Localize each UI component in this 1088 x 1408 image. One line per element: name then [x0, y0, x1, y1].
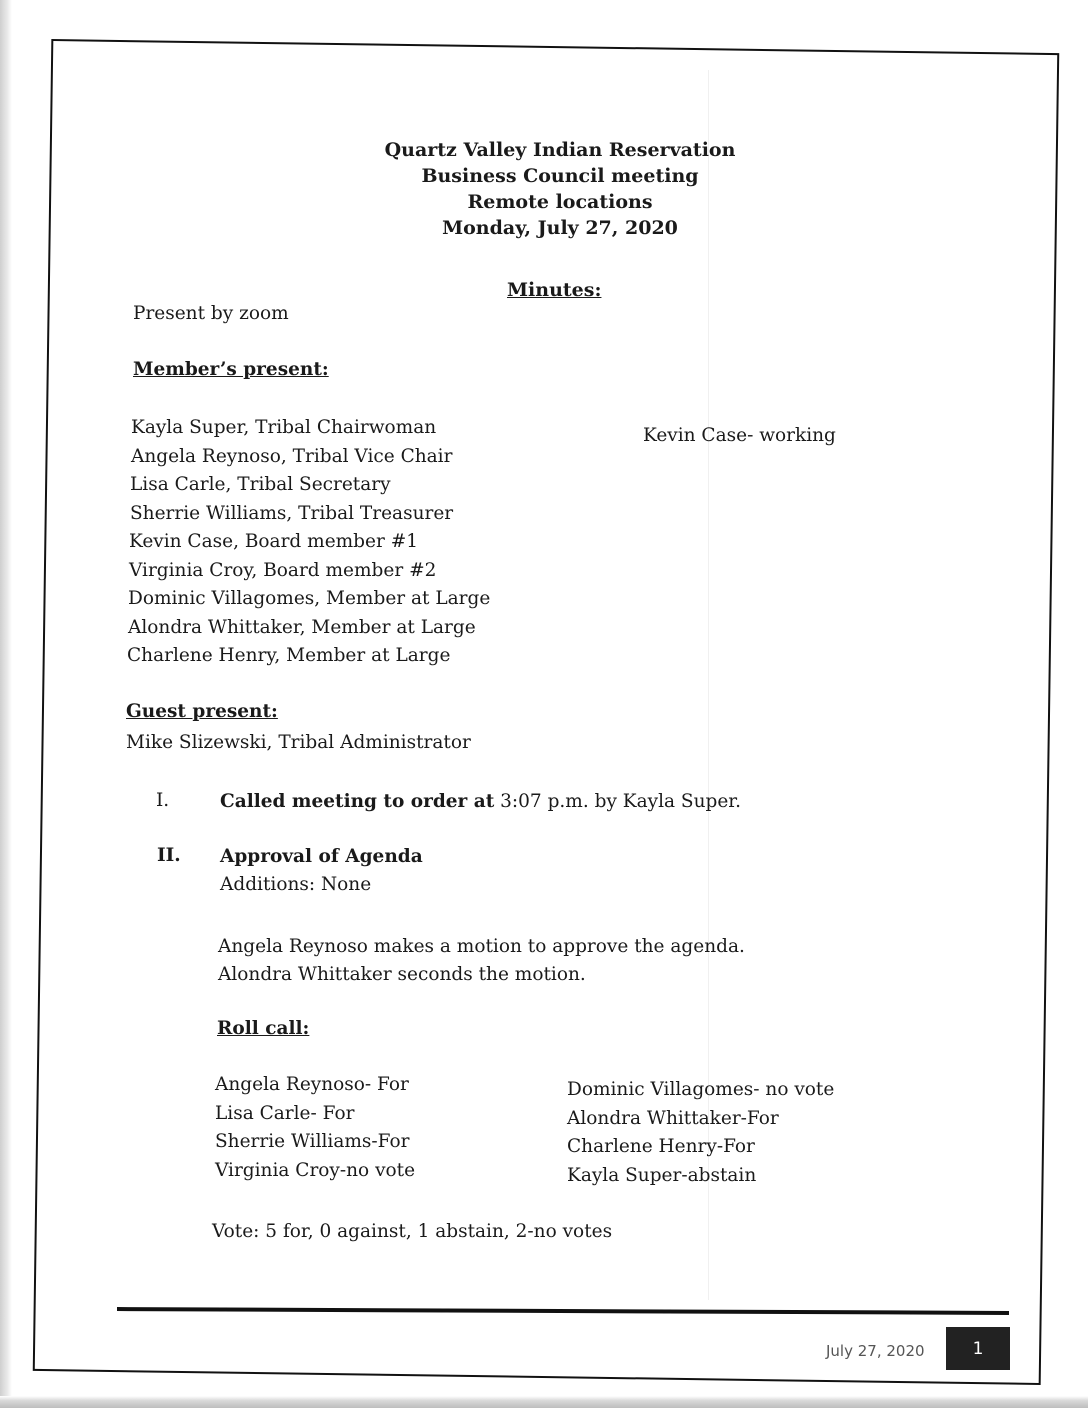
- member-item: Lisa Carle, Tribal Secretary: [130, 474, 391, 495]
- footer-date: July 27, 2020: [826, 1342, 925, 1360]
- roll-call-right-column: [567, 1076, 834, 1190]
- agenda-item-title: Approval of Agenda: [220, 846, 423, 867]
- agenda-item-number: I.: [156, 790, 170, 811]
- roll-call-entry: Lisa Carle- For: [215, 1102, 355, 1124]
- present-by-text: Present by zoom: [133, 303, 289, 324]
- roll-call-entry: Kayla Super-abstain: [567, 1164, 757, 1186]
- guest-item: Mike Slizewski, Tribal Administrator: [126, 732, 471, 753]
- meeting-name: Business Council meeting: [421, 165, 699, 187]
- member-item: Sherrie Williams, Tribal Treasurer: [130, 502, 454, 524]
- page-number-badge: [946, 1327, 1010, 1370]
- member-item: Virginia Croy, Board member #2: [129, 559, 437, 581]
- absent-note: Kevin Case- working: [643, 425, 836, 446]
- roll-call-entry: Dominic Villagomes- no vote: [567, 1079, 835, 1100]
- meeting-date: Monday, July 27, 2020: [442, 217, 678, 239]
- guests-present-heading: Guest present:: [126, 701, 278, 722]
- second-text: Alondra Whittaker seconds the motion.: [218, 964, 586, 985]
- member-item: Angela Reynoso, Tribal Vice Chair: [131, 445, 453, 467]
- roll-call-entry: Charlene Henry-For: [567, 1136, 755, 1157]
- roll-call-heading: Roll call:: [217, 1018, 310, 1039]
- footer-divider: [117, 1307, 1009, 1315]
- member-item: Charlene Henry, Member at Large: [127, 645, 451, 666]
- member-item: Kevin Case, Board member #1: [129, 531, 418, 552]
- roll-call-entry: Sherrie Williams-For: [215, 1131, 410, 1152]
- members-present-heading: Member’s present:: [133, 359, 329, 380]
- member-item: Alondra Whittaker, Member at Large: [128, 616, 476, 638]
- meeting-location: Remote locations: [467, 191, 653, 213]
- page-number: 1: [972, 1338, 984, 1359]
- document-header: [330, 137, 790, 241]
- minutes-heading: Minutes:: [507, 279, 602, 301]
- organization-name: Quartz Valley Indian Reservation: [384, 139, 736, 161]
- roll-call-entry: Alondra Whittaker-For: [567, 1107, 779, 1129]
- vote-summary: Vote: 5 for, 0 against, 1 abstain, 2-no votes: [212, 1221, 613, 1242]
- motion-text: Angela Reynoso makes a motion to approve the agenda.: [218, 936, 745, 957]
- agenda-item-call-to-order: [220, 787, 741, 816]
- member-item: Dominic Villagomes, Member at Large: [128, 588, 491, 609]
- agenda-item-number: II.: [157, 845, 181, 866]
- members-list: [127, 414, 491, 671]
- agenda-additions: Additions: None: [220, 874, 372, 895]
- roll-call-left-column: [215, 1071, 415, 1185]
- member-item: Kayla Super, Tribal Chairwoman: [131, 417, 437, 438]
- agenda-item-title: Called meeting to order at: [220, 791, 495, 812]
- roll-call-entry: Angela Reynoso- For: [215, 1074, 409, 1095]
- roll-call-entry: Virginia Croy-no vote: [215, 1159, 416, 1181]
- agenda-item-detail: 3:07 p.m. by Kayla Super.: [494, 791, 741, 812]
